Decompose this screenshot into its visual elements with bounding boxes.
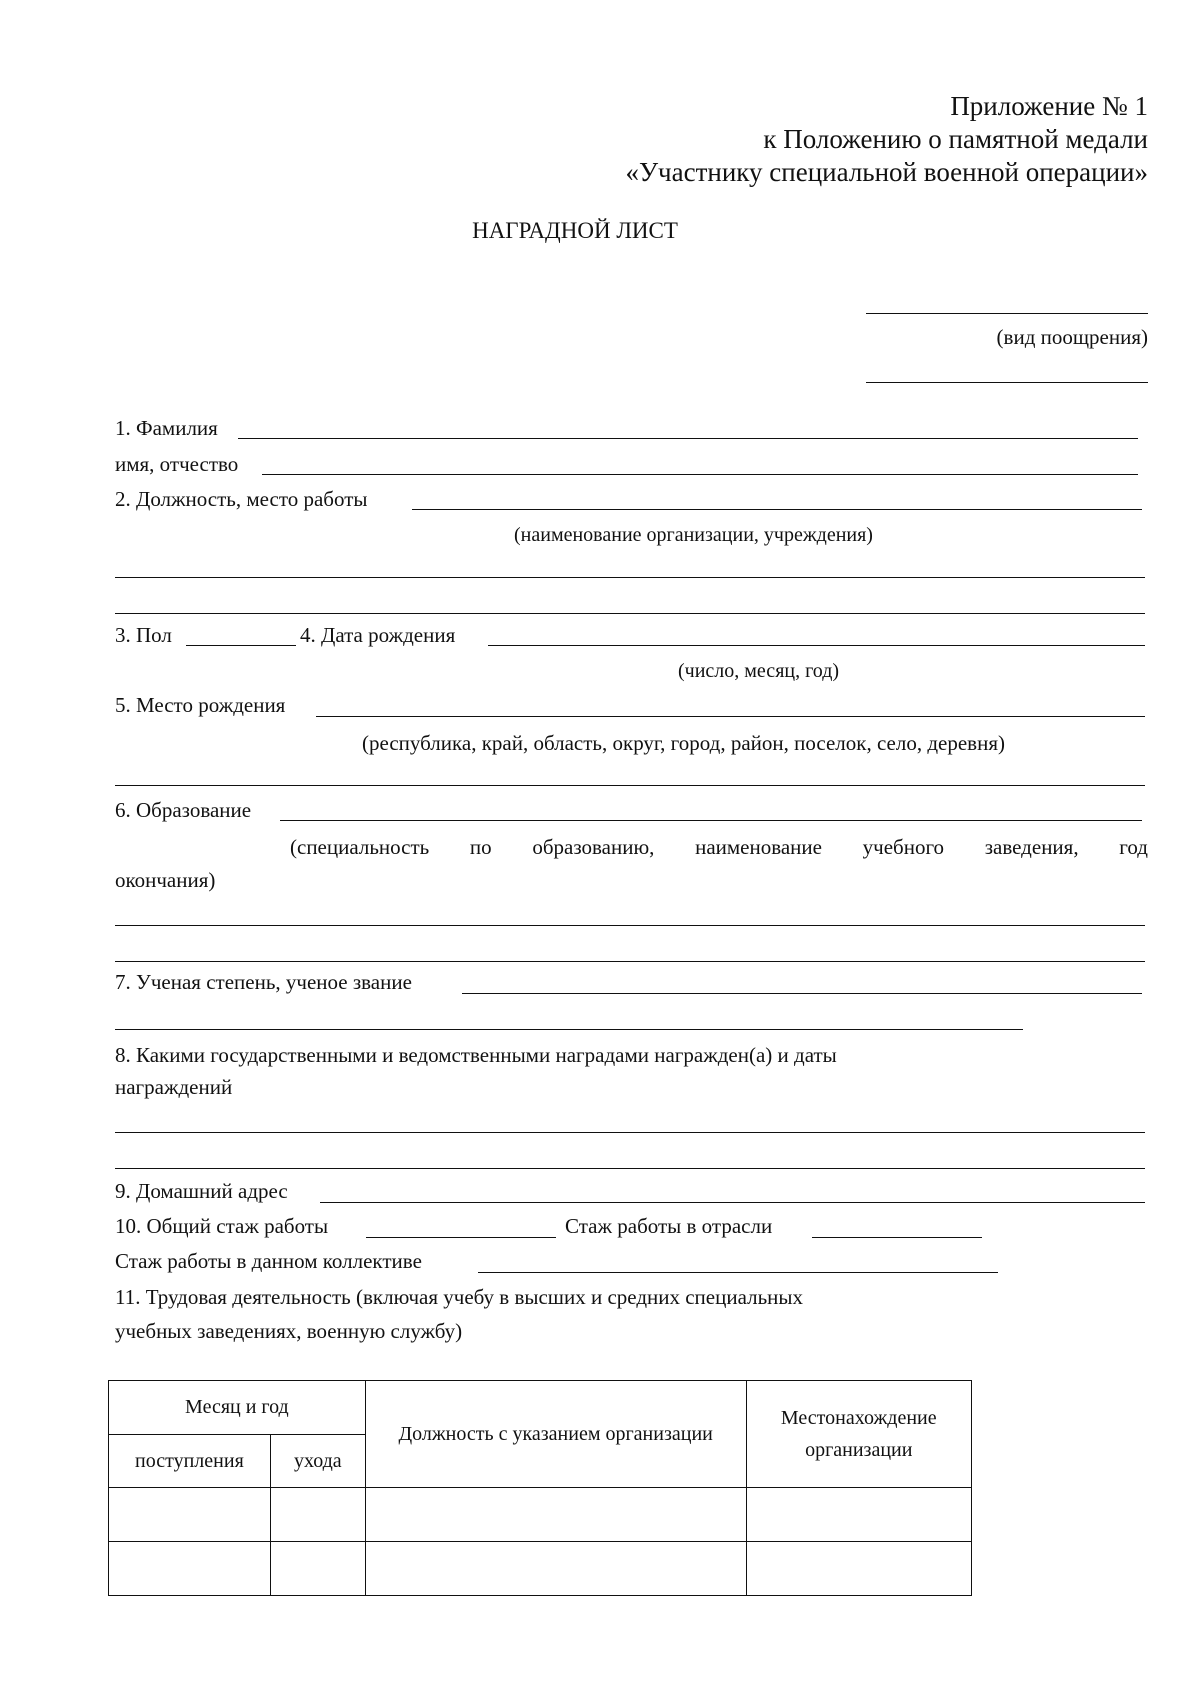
col-month-year: Месяц и год [109,1381,366,1435]
labor-label-line-1: 11. Трудовая деятельность (включая учебу в высших и средних специальных [115,1285,803,1309]
degree-field-2[interactable] [115,1029,1023,1030]
position-caption: (наименование организации, учреждения) [514,524,873,546]
birth-place-field-2[interactable] [115,785,1145,786]
education-caption-end: окончания) [115,868,216,892]
education-caption-word: по [469,835,492,859]
birth-date-caption: (число, месяц, год) [678,660,840,682]
degree-field[interactable] [462,993,1142,994]
name-patronymic-label: имя, отчество [115,452,239,476]
position-field-3[interactable] [115,613,1145,614]
position-field-2[interactable] [115,577,1145,578]
award-type-caption: (вид поощрения) [996,325,1148,349]
table-cell[interactable] [746,1488,971,1542]
degree-label: 7. Ученая степень, ученое звание [115,970,412,994]
birth-date-field[interactable] [488,645,1145,646]
education-caption [290,834,1148,860]
education-caption-word: заведения, [984,835,1079,859]
award-type-line-2[interactable] [866,382,1148,383]
labor-activity-table [108,1380,972,1596]
awards-label-line-2: награждений [115,1075,233,1099]
total-experience-label: 10. Общий стаж работы [115,1214,329,1238]
table-cell[interactable] [270,1542,365,1596]
education-field-2[interactable] [115,925,1145,926]
awards-field-2[interactable] [115,1168,1145,1169]
col-position-org: Должность с указанием организации [365,1381,746,1488]
surname-field[interactable] [238,438,1138,439]
industry-experience-label: Стаж работы в отрасли [565,1214,773,1238]
table-cell[interactable] [270,1488,365,1542]
sex-field[interactable] [186,645,296,646]
name-patronymic-field[interactable] [262,474,1138,475]
document-title: НАГРАДНОЙ ЛИСТ [472,218,678,243]
position-label: 2. Должность, место работы [115,487,368,511]
sex-label: 3. Пол [115,623,172,647]
table-cell[interactable] [109,1542,271,1596]
birth-place-label: 5. Место рождения [115,693,286,717]
education-caption-word: (специальность [290,835,430,859]
award-type-line-1[interactable] [866,313,1148,314]
table-cell[interactable] [365,1488,746,1542]
team-experience-label: Стаж работы в данном коллективе [115,1249,422,1273]
col-location-label: Местонахождение организации [780,1407,937,1461]
education-caption-word: год [1119,835,1148,859]
appendix-line-3: «Участнику специальной военной операции» [625,157,1148,187]
appendix-line-2: к Положению о памятной медали [763,124,1148,154]
surname-label: 1. Фамилия [115,416,218,440]
home-address-field[interactable] [320,1202,1145,1203]
col-leaving: ухода [270,1435,365,1488]
birth-place-caption: (республика, край, область, округ, город, район, поселок, село, деревня) [362,731,1005,755]
home-address-label: 9. Домашний адрес [115,1179,288,1203]
appendix-line-1: Приложение № 1 [950,91,1148,121]
education-caption-word: наименование [695,835,822,859]
industry-experience-field[interactable] [812,1237,982,1238]
birth-place-field[interactable] [316,716,1145,717]
education-field[interactable] [280,820,1142,821]
team-experience-field[interactable] [478,1272,998,1273]
awards-field-1[interactable] [115,1132,1145,1133]
col-admission: поступления [109,1435,271,1488]
table-cell[interactable] [109,1488,271,1542]
table-row [109,1542,972,1596]
labor-label-line-2: учебных заведениях, военную службу) [115,1319,463,1343]
education-caption-word: учебного [862,835,945,859]
birth-date-label: 4. Дата рождения [300,623,456,647]
education-field-3[interactable] [115,961,1145,962]
total-experience-field[interactable] [366,1237,556,1238]
table-row [109,1488,972,1542]
table-cell[interactable] [746,1542,971,1596]
col-location [746,1381,971,1488]
education-label: 6. Образование [115,798,252,822]
education-caption-word: образованию, [532,835,655,859]
table-cell[interactable] [365,1542,746,1596]
awards-label-line-1: 8. Какими государственными и ведомственными наградами награжден(а) и даты [115,1043,837,1067]
position-field[interactable] [412,509,1142,510]
